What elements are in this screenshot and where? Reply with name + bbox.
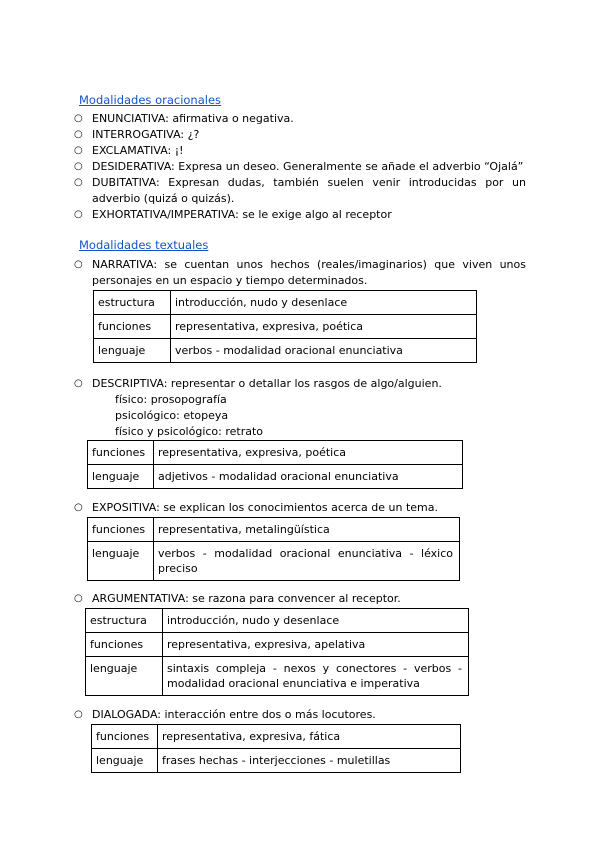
- list-item: [72, 207, 526, 223]
- section-label: NARRATIVA:: [92, 258, 158, 271]
- bullet-icon: ○: [74, 502, 83, 513]
- item-text: se le exige algo al receptor: [238, 208, 392, 221]
- item-label: INTERROGATIVA:: [92, 128, 185, 141]
- table-cell-value: sintaxis compleja - nexos y conectores - verbos - modalidad oracional enunciativa e imperativa: [163, 657, 469, 696]
- table-cell-key: lenguaje: [88, 542, 154, 581]
- table-cell-value: verbos - modalidad oracional enunciativa: [171, 339, 477, 363]
- section-expositiva: [72, 500, 526, 516]
- bullet-icon: ○: [74, 209, 83, 220]
- bullet-icon: ○: [74, 113, 83, 124]
- bullet-icon: ○: [74, 129, 83, 140]
- item-label: DESIDERATIVA:: [92, 160, 175, 173]
- item-label: ENUNCIATIVA:: [92, 112, 169, 125]
- table-cell-value: verbos - modalidad oracional enunciativa - léxico preciso: [154, 542, 460, 581]
- bullet-icon: ○: [74, 161, 83, 172]
- table-row: [88, 465, 463, 489]
- table-cell-key: funciones: [92, 725, 158, 749]
- table-cell-key: funciones: [88, 518, 154, 542]
- table-cell-key: lenguaje: [92, 749, 158, 773]
- section-head: [72, 257, 526, 289]
- table-cell-key: estructura: [86, 609, 163, 633]
- table-row: [92, 725, 461, 749]
- table-expositiva: [87, 517, 460, 581]
- table-cell-key: lenguaje: [94, 339, 171, 363]
- list-item: [72, 159, 526, 175]
- table-cell-value: representativa, expresiva, poética: [154, 441, 463, 465]
- table-cell-value: adjetivos - modalidad oracional enunciativa: [154, 465, 463, 489]
- heading-modalidades-textuales[interactable]: Modalidades textuales: [79, 238, 209, 252]
- table-narrativa: [93, 290, 477, 363]
- section-text: se cuentan unos hechos (reales/imaginarios) que viven unos personajes en un espacio y tiempo determinados.: [92, 258, 526, 287]
- item-label: EXHORTATIVA/IMPERATIVA:: [92, 208, 239, 221]
- section-text: representar o detallar los rasgos de algo/alguien.: [167, 377, 442, 390]
- list-item: [72, 143, 526, 159]
- table-cell-value: introducción, nudo y desenlace: [171, 291, 477, 315]
- sub-item: psicológico: etopeya: [115, 409, 229, 422]
- table-row: [88, 441, 463, 465]
- section-head: [72, 376, 526, 392]
- section-narrativa: [72, 257, 526, 289]
- table-descriptiva: [87, 440, 463, 489]
- table-cell-key: lenguaje: [88, 465, 154, 489]
- table-row: [88, 542, 460, 581]
- bullet-icon: ○: [74, 145, 83, 156]
- table-cell-key: estructura: [94, 291, 171, 315]
- bullet-icon: ○: [74, 709, 83, 720]
- table-cell-key: funciones: [86, 633, 163, 657]
- section-label: EXPOSITIVA:: [92, 501, 160, 514]
- table-row: [86, 657, 469, 696]
- section-dialogada: [72, 707, 526, 723]
- table-cell-key: lenguaje: [86, 657, 163, 696]
- table-row: [92, 749, 461, 773]
- table-cell-key: funciones: [94, 315, 171, 339]
- table-cell-value: representativa, expresiva, apelativa: [163, 633, 469, 657]
- section-argumentativa: [72, 591, 526, 607]
- table-cell-value: introducción, nudo y desenlace: [163, 609, 469, 633]
- bullet-icon: ○: [74, 177, 83, 188]
- bullet-icon: ○: [74, 378, 83, 389]
- table-dialogada: [91, 724, 461, 773]
- list-item: [72, 175, 526, 207]
- section-label: DIALOGADA:: [92, 708, 161, 721]
- section-label: DESCRIPTIVA:: [92, 377, 168, 390]
- list-item: [72, 127, 526, 143]
- heading-modalidades-oracionales[interactable]: Modalidades oracionales: [79, 93, 222, 107]
- section-label: ARGUMENTATIVA:: [92, 592, 189, 605]
- table-row: [94, 315, 477, 339]
- item-text: afirmativa o negativa.: [168, 112, 294, 125]
- list-item: [72, 111, 526, 127]
- item-text: ¿?: [184, 128, 200, 141]
- sub-list: [115, 392, 526, 440]
- table-row: [94, 339, 477, 363]
- section-head: [72, 707, 526, 723]
- section-head: [72, 500, 526, 516]
- sub-item: físico y psicológico: retrato: [115, 425, 264, 438]
- oracional-list: [72, 111, 526, 223]
- table-row: [86, 633, 469, 657]
- table-cell-key: funciones: [88, 441, 154, 465]
- item-text: Expresa un deseo. Generalmente se añade el adverbio “Ojalá”: [174, 160, 524, 173]
- bullet-icon: ○: [74, 593, 83, 604]
- table-cell-value: representativa, expresiva, poética: [171, 315, 477, 339]
- section-text: interacción entre dos o más locutores.: [161, 708, 376, 721]
- table-argumentativa: [85, 608, 469, 696]
- table-cell-value: frases hechas - interjecciones - muletillas: [158, 749, 461, 773]
- section-text: se explican los conocimientos acerca de un tema.: [159, 501, 438, 514]
- table-cell-value: representativa, expresiva, fática: [158, 725, 461, 749]
- bullet-icon: ○: [74, 259, 83, 270]
- section-head: [72, 591, 526, 607]
- section-descriptiva: [72, 376, 526, 440]
- section-text: se razona para convencer al receptor.: [188, 592, 401, 605]
- table-row: [86, 609, 469, 633]
- table-cell-value: representativa, metalingüística: [154, 518, 460, 542]
- table-row: [88, 518, 460, 542]
- item-text: ¡!: [171, 144, 184, 157]
- item-label: DUBITATIVA:: [92, 176, 160, 189]
- item-text: Expresan dudas, también suelen venir introducidas por un adverbio (quizá o quizás).: [92, 176, 526, 205]
- sub-item: físico: prosopografía: [115, 393, 227, 406]
- table-row: [94, 291, 477, 315]
- item-label: EXCLAMATIVA:: [92, 144, 172, 157]
